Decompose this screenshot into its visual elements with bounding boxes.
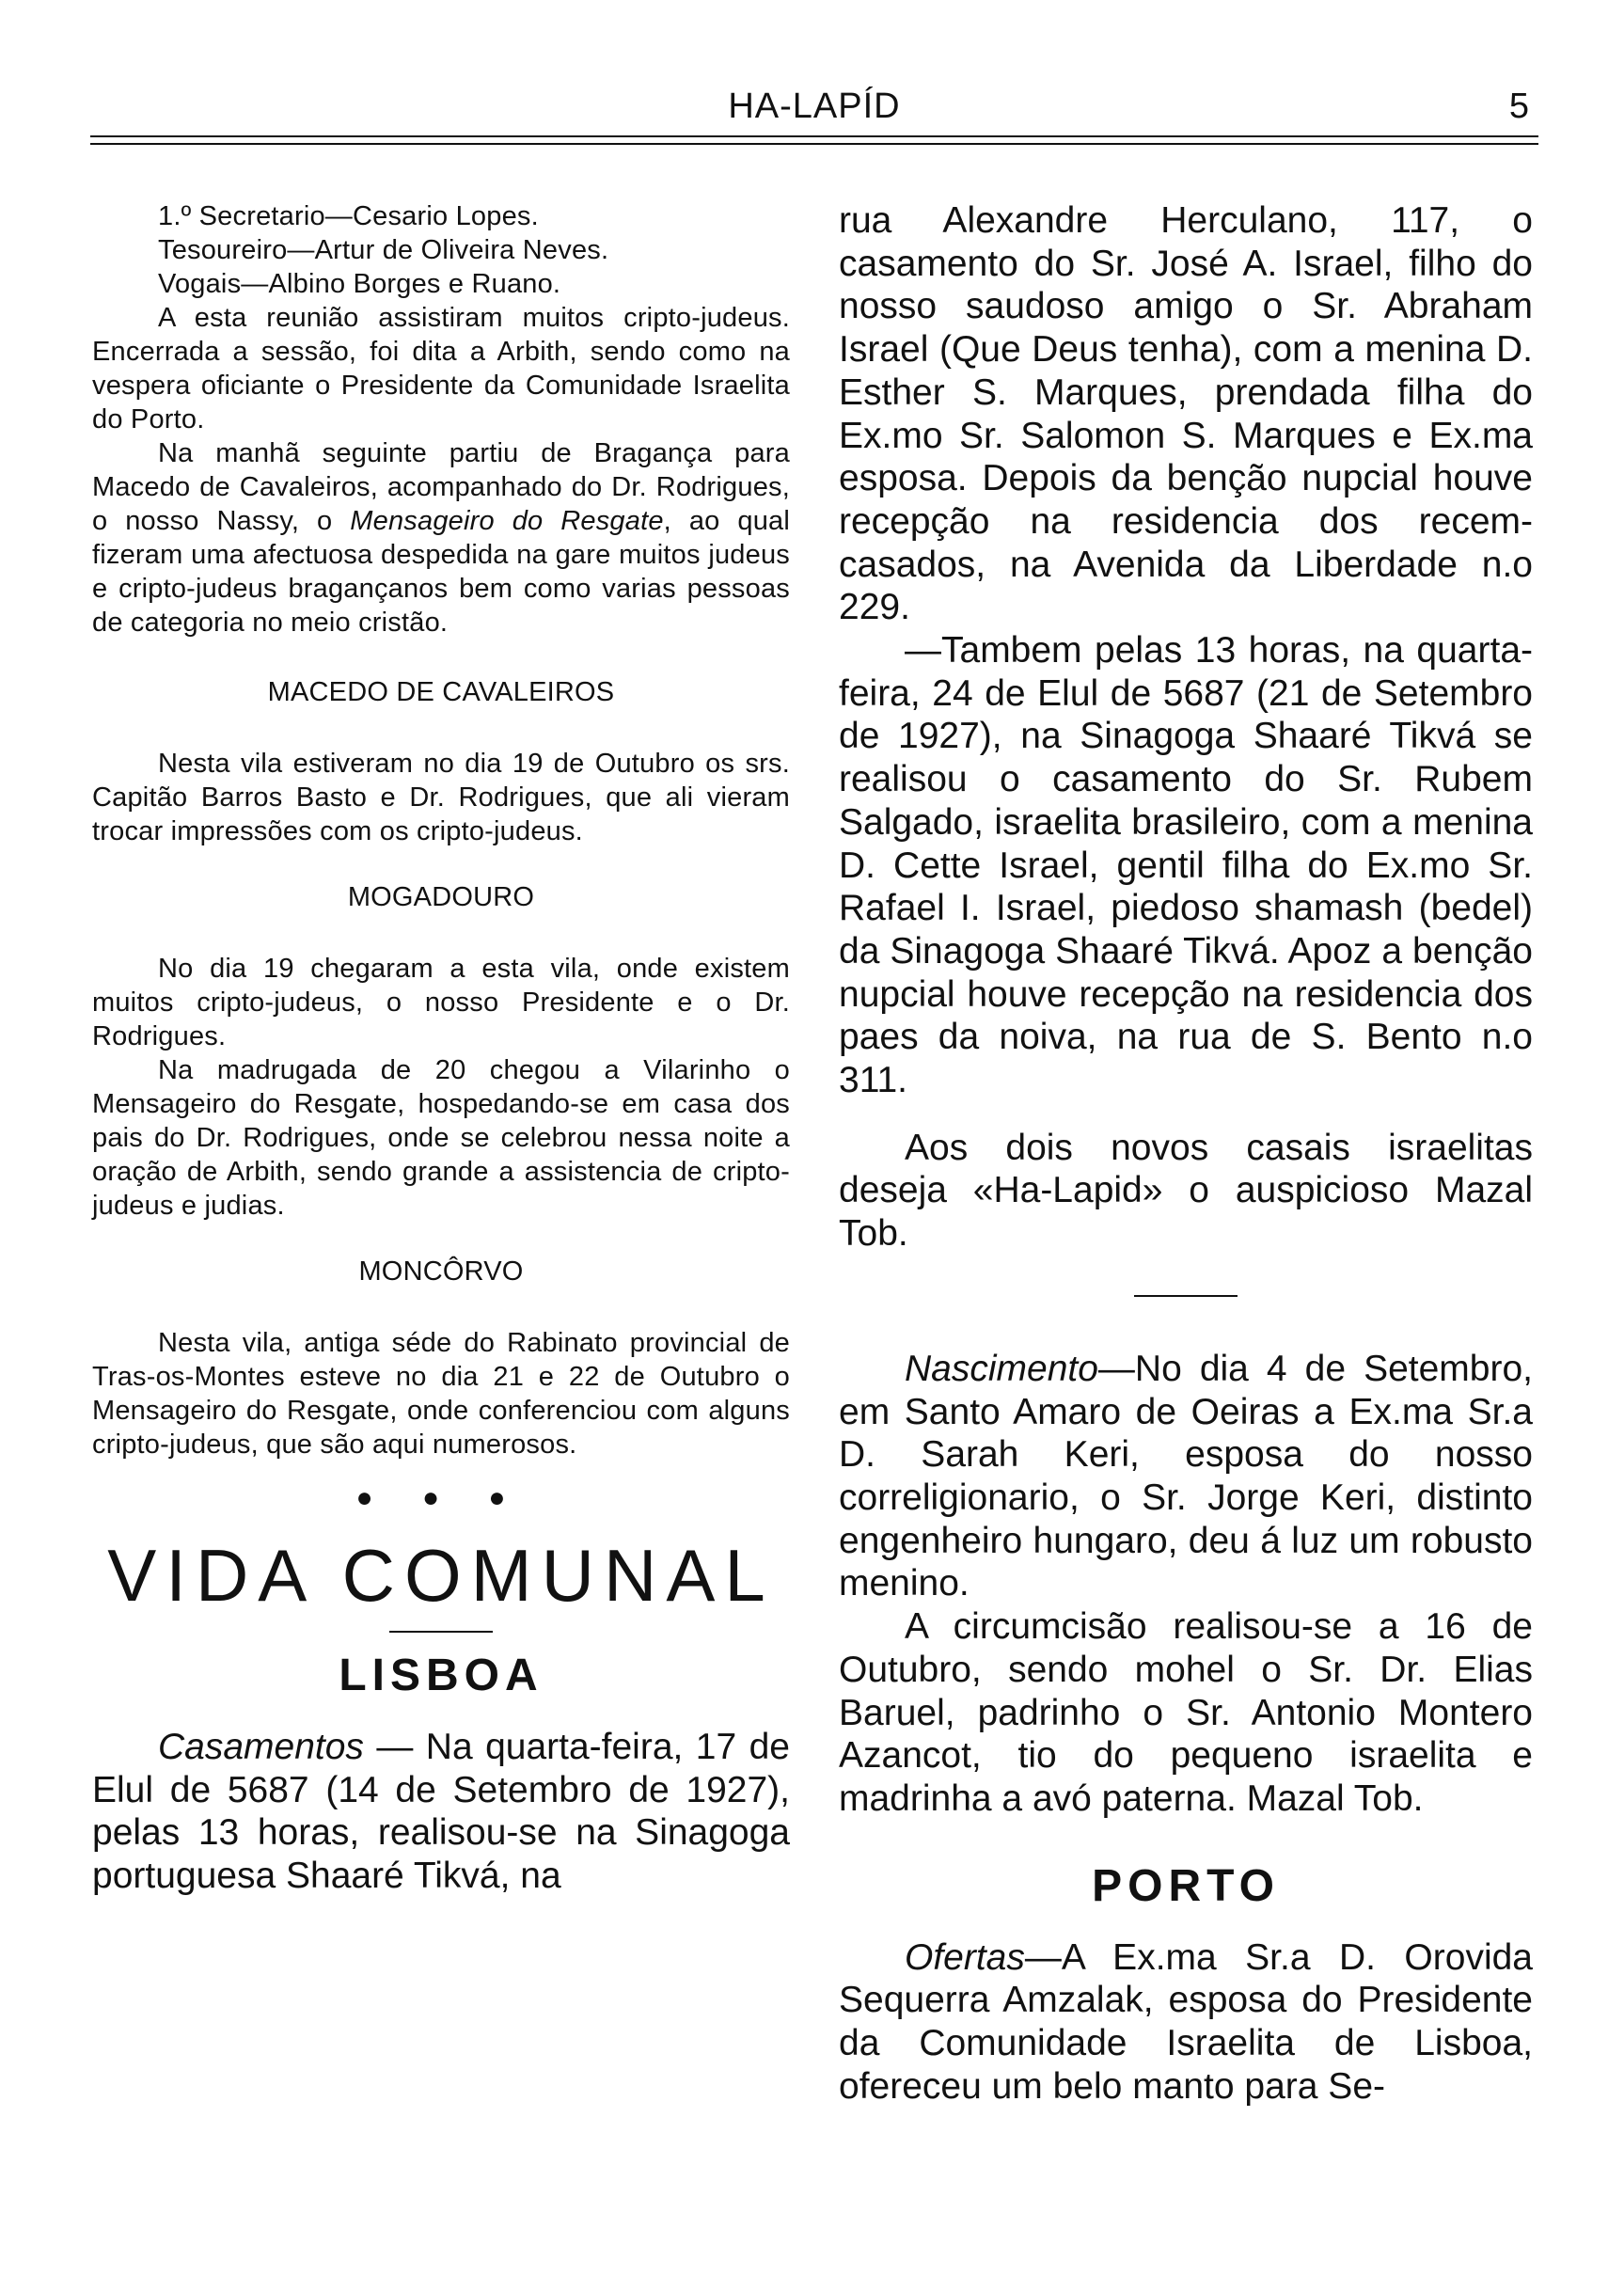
section-heading: MOGADOURO <box>347 882 535 912</box>
paragraph: Nesta vila, antiga séde do Rabinato provincial de Tras-os-Montes esteve no dia 21 e 22 de Outubro o Mensageiro do Resgate, onde conferenciou com alguns cripto-judeus, que são aqui numerosos. <box>92 1328 790 1460</box>
paragraph: Aos dois novos casais israelitas deseja «Ha-Lapid» o auspicioso Mazal Tob. <box>839 1127 1533 1255</box>
paragraph: A circumcisão realisou-se a 16 de Outubro, sendo mohel o Sr. Dr. Elias Baruel, padrinho o Sr. Antonio Montero Azancot, tio do pequeno israelita e madrinha a avó paterna. Mazal Tob. <box>839 1606 1533 1819</box>
italic-text: Nascimento <box>905 1348 1098 1389</box>
right-large-text-2 <box>839 1936 1533 2109</box>
paragraph: Vogais—Albino Borges e Ruano. <box>158 269 561 299</box>
paragraph <box>839 1936 1533 2109</box>
italic-text: Casamentos <box>158 1727 364 1767</box>
separator-rule <box>1134 1295 1238 1297</box>
italic-text: Ofertas <box>905 1936 1025 1978</box>
right-column <box>839 199 1533 2108</box>
paragraph: A esta reunião assistiram muitos cripto-judeus. Encerrada a sessão, foi dita a Arbith, sendo como na vespera oficiante o Presidente da Comunidade Israelita do Porto. <box>92 303 790 434</box>
text-run: — Na quarta-feira, 17 de Elul de 5687 (14 de Setembro de 1927), pelas 13 horas, realisou-se na Sinagoga portuguesa Shaaré Tikvá, na <box>92 1727 790 1897</box>
city-heading: LISBOA <box>339 1651 544 1700</box>
right-large-text <box>839 199 1533 1821</box>
section-heading: MONCÔRVO <box>358 1256 524 1287</box>
header-rule-bottom <box>90 143 1538 145</box>
italic-text: Mensageiro do Resgate <box>350 506 664 536</box>
left-column <box>92 199 790 1898</box>
section-heading: MACEDO DE CAVALEIROS <box>267 677 615 707</box>
section-title: VIDA COMUNAL <box>107 1534 775 1617</box>
text-run: —No dia 4 de Setembro, em Santo Amaro de Oeiras a Ex.ma Sr.a D. Sarah Keri, esposa do nosso correligionario, o Sr. Jorge Keri, distinto engenheiro hungaro, deu á luz um robusto menino. <box>839 1348 1533 1604</box>
left-large-text <box>92 1726 790 1898</box>
text-run: Na manhã seguinte partiu de Bragança para Macedo de Cavaleiros, acompanhado do Dr. Rodrigues, o nosso Nassy, o <box>92 438 790 536</box>
journal-title: HA-LAPÍD <box>728 87 901 126</box>
paragraph <box>839 1348 1533 1605</box>
text-run: —A Ex.ma Sr.a D. Orovida Sequerra Amzalak, esposa do Presidente da Comunidade Israelita de Lisboa, ofereceu um belo manto para Se- <box>839 1936 1533 2107</box>
paragraph: No dia 19 chegaram a esta vila, onde existem muitos cripto-judeus, o nosso Presidente e o Dr. Rodrigues. <box>92 954 790 1051</box>
header-rule-top <box>90 135 1538 137</box>
paragraph: Na madrugada de 20 chegou a Vilarinho o Mensageiro do Resgate, hospedando-se em casa dos pais do Dr. Rodrigues, onde se celebrou nessa noite a oração de Arbith, sendo grande a assistencia de cripto-judeus e judias. <box>92 1055 790 1221</box>
paragraph: Tesoureiro—Artur de Oliveira Neves. <box>158 235 609 265</box>
paragraph <box>92 1726 790 1898</box>
left-small-text <box>92 199 790 1461</box>
ornament-dots: ● ● ● <box>355 1482 527 1513</box>
text-run: , ao qual fizeram uma afectuosa despedida na gare muitos judeus e cripto-judeus bragançanos bem como varias pessoas de categoria no meio cristão. <box>92 506 790 638</box>
paragraph: Nesta vila estiveram no dia 19 de Outubro os srs. Capitão Barros Basto e Dr. Rodrigues, que ali vieram trocar impressões com os cripto-judeus. <box>92 749 790 846</box>
title-rule <box>389 1631 493 1633</box>
paragraph <box>92 436 790 640</box>
paragraph: rua Alexandre Herculano, 117, o casamento do Sr. José A. Israel, filho do nosso saudoso amigo o Sr. Abraham Israel (Que Deus tenha), com a menina D. Esther S. Marques, prendada filha do Ex.mo Sr. Salomon S. Marques e Ex.ma esposa. Depois da benção nupcial houve recepção na residencia dos recem-casados, na Avenida da Liberdade n.o 229. <box>839 200 1533 628</box>
paragraph: —Tambem pelas 13 horas, na quarta-feira, 24 de Elul de 5687 (21 de Setembro de 1927), na Sinagoga Shaaré Tikvá se realisou o casamento do Sr. Rubem Salgado, israelita brasileiro, com a menina D. Cette Israel, gentil filha do Ex.mo Sr. Rafael I. Israel, piedoso shamash (bedel) da Sinagoga Shaaré Tikvá. Apoz a benção nupcial houve recepção na residencia dos paes da noiva, na rua de S. Bento n.o 311. <box>839 630 1533 1101</box>
page-number: 5 <box>1508 87 1529 126</box>
paragraph: 1.º Secretario—Cesario Lopes. <box>158 201 539 231</box>
city-heading: PORTO <box>1092 1860 1280 1911</box>
page-header <box>90 87 1538 143</box>
